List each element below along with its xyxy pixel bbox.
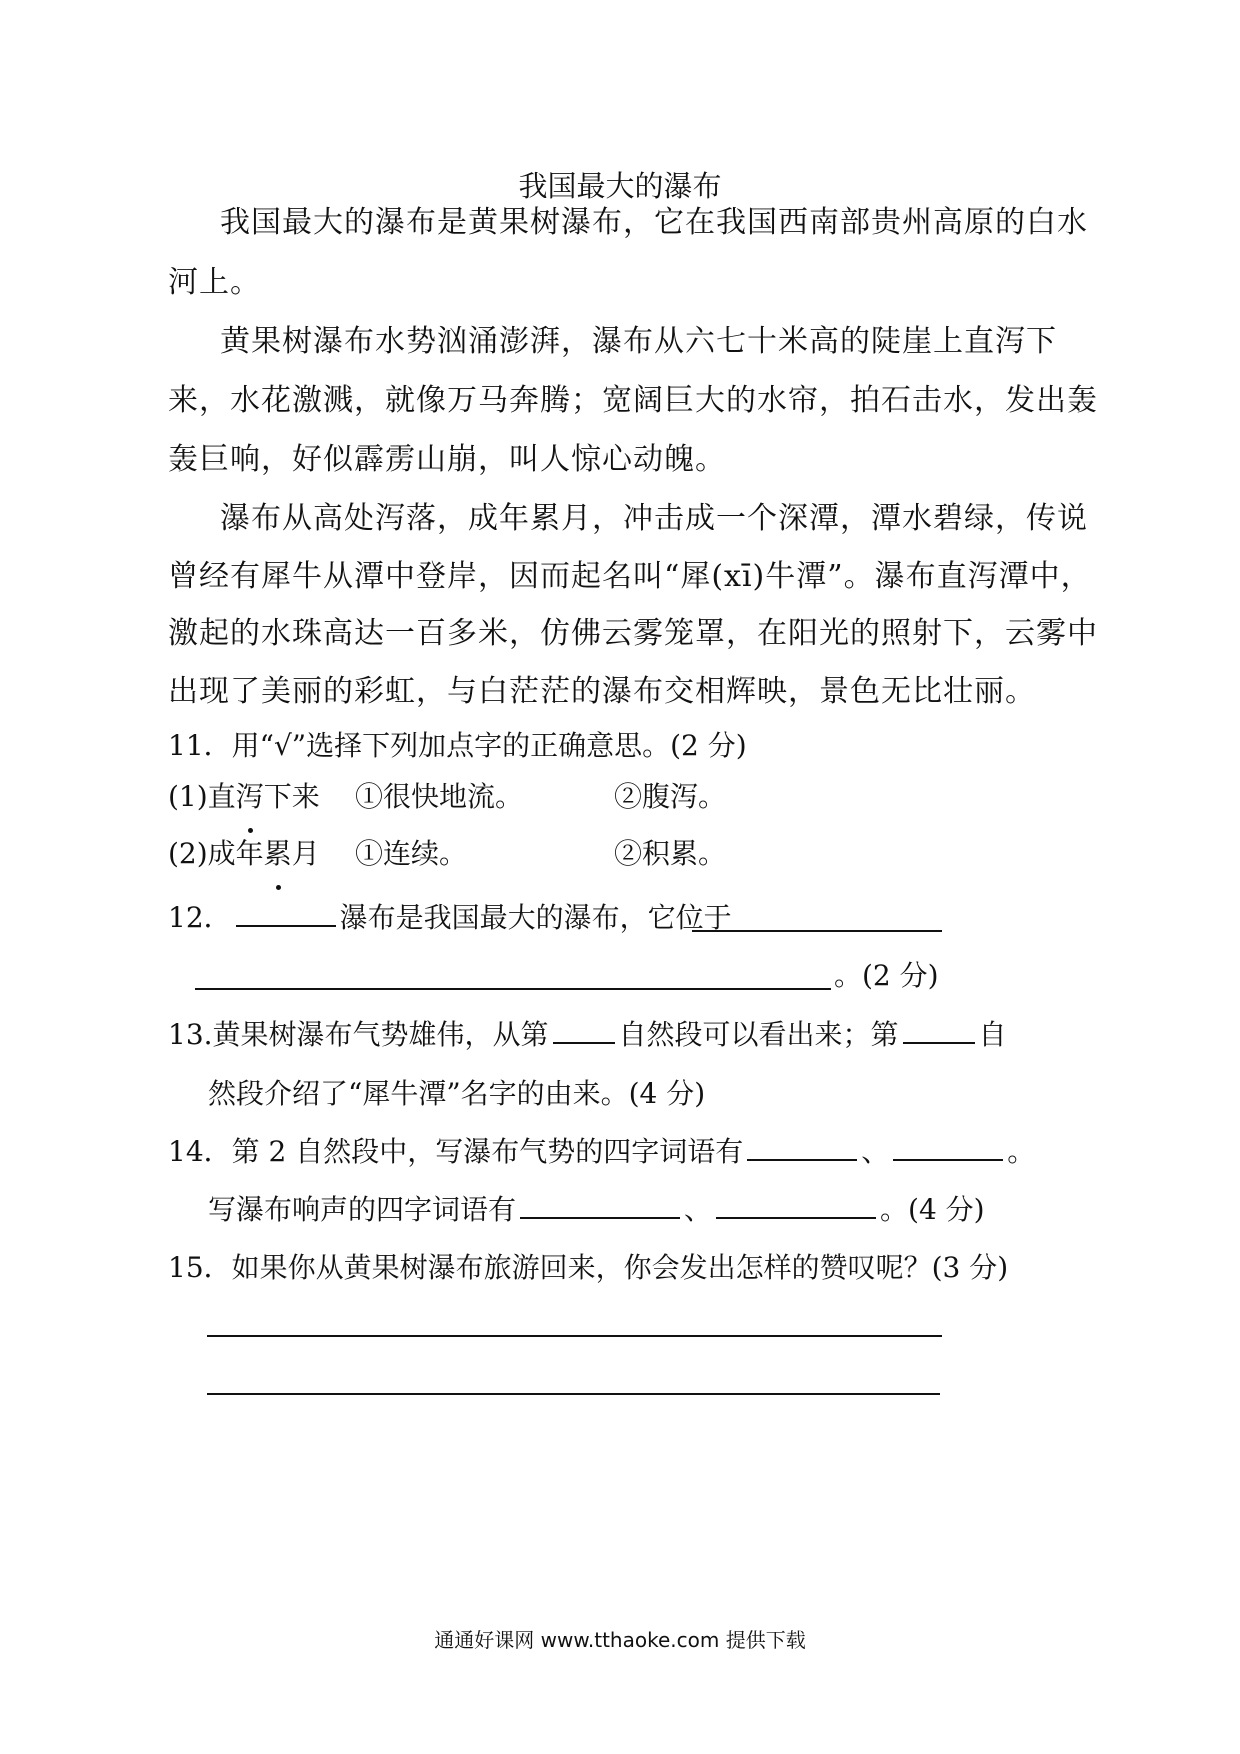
- q14-end1: 。: [1007, 1135, 1036, 1168]
- q14-blank3[interactable]: [520, 1216, 680, 1219]
- q11-item2-post: 月: [291, 837, 320, 870]
- q13-line1: [168, 1005, 1007, 1065]
- q14-line2: [208, 1180, 985, 1240]
- q14-text1: 14．第 2 自然段中，写瀑布气势的四字词语有: [168, 1135, 744, 1168]
- q13-blank2[interactable]: [903, 1041, 975, 1044]
- q11-item2-option1[interactable]: ①连续。: [355, 837, 468, 870]
- q12-blank-location-line1[interactable]: [692, 930, 942, 932]
- q15-stem: 15．如果你从黄果树瀑布旅游回来，你会发出怎样的赞叹呢？(3 分): [168, 1251, 1009, 1284]
- para2-line3: 轰巨响，好似霹雳山崩，叫人惊心动魄。: [168, 442, 726, 477]
- q11-item1-option1[interactable]: ①很快地流。: [355, 780, 524, 813]
- q13-text2: 自然段可以看出来；第: [618, 1018, 899, 1051]
- q15-answer-line2[interactable]: [207, 1393, 940, 1395]
- q14-end2: 。(4 分): [880, 1193, 985, 1226]
- q14-sep1: 、: [861, 1135, 890, 1168]
- q12-blank-location-line2[interactable]: [195, 988, 831, 990]
- q15-answer-line1[interactable]: [207, 1335, 942, 1337]
- q11-item2-pre: (2)成年: [168, 837, 264, 870]
- para1-line2: 河上。: [168, 265, 261, 300]
- q14-line1: [168, 1122, 1035, 1182]
- para3-line1: 瀑布从高处泻落，成年累月，冲击成一个深潭，潭水碧绿，传说: [220, 501, 1088, 536]
- q13-text3: 自: [978, 1018, 1007, 1051]
- q14-blank2[interactable]: [893, 1158, 1003, 1161]
- q11-item1-post: 下来: [263, 780, 320, 813]
- q12-text: 瀑布是我国最大的瀑布，它位于: [339, 901, 732, 934]
- q11-item2-dotted-char: 累: [264, 824, 292, 884]
- q11-item1-option2[interactable]: ②腹泻。: [614, 780, 727, 813]
- q14-text2: 写瀑布响声的四字词语有: [208, 1193, 517, 1226]
- q12-number: 12．: [168, 901, 232, 934]
- q11-item1: [168, 767, 320, 827]
- q11-item1-dotted-char: 泻: [236, 767, 264, 827]
- para3-line3: 激起的水珠高达一百多米，仿佛云雾笼罩，在阳光的照射下，云雾中: [168, 616, 1098, 651]
- para3-line2: 曾经有犀牛从潭中登岸，因而起名叫“犀(xī)牛潭”。瀑布直泻潭中，: [168, 559, 1092, 594]
- q12-blank-name[interactable]: [236, 924, 336, 927]
- q12-line1: [168, 888, 732, 948]
- footer-source: 通通好课网 www.tthaoke.com 提供下载: [434, 1628, 806, 1652]
- q11-item1-pre: (1)直: [168, 780, 236, 813]
- para2-line2: 来，水花激溅，就像万马奔腾；宽阔巨大的水帘，拍石击水，发出轰: [168, 383, 1098, 418]
- q12-end: 。(2 分): [834, 959, 939, 992]
- para2-line1: 黄果树瀑布水势汹涌澎湃，瀑布从六七十米高的陡崖上直泻下: [220, 324, 1057, 359]
- q14-sep2: 、: [684, 1193, 713, 1226]
- q13-blank1[interactable]: [553, 1041, 615, 1044]
- q11-item2-option2[interactable]: ②积累。: [614, 837, 727, 870]
- passage-title: 我国最大的瀑布: [518, 169, 722, 203]
- q11-item2: [168, 824, 320, 884]
- q13-line2: 然段介绍了“犀牛潭”名字的由来。(4 分): [208, 1077, 706, 1110]
- q13-text1: 13.黄果树瀑布气势雄伟，从第: [168, 1018, 549, 1051]
- q11-stem: 11．用“√”选择下列加点字的正确意思。(2 分): [168, 729, 747, 762]
- para1-line1: 我国最大的瀑布是黄果树瀑布，它在我国西南部贵州高原的白水: [220, 205, 1088, 240]
- q14-blank4[interactable]: [716, 1216, 876, 1219]
- q14-blank1[interactable]: [747, 1158, 857, 1161]
- para3-line4: 出现了美丽的彩虹，与白茫茫的瀑布交相辉映，景色无比壮丽。: [168, 674, 1036, 709]
